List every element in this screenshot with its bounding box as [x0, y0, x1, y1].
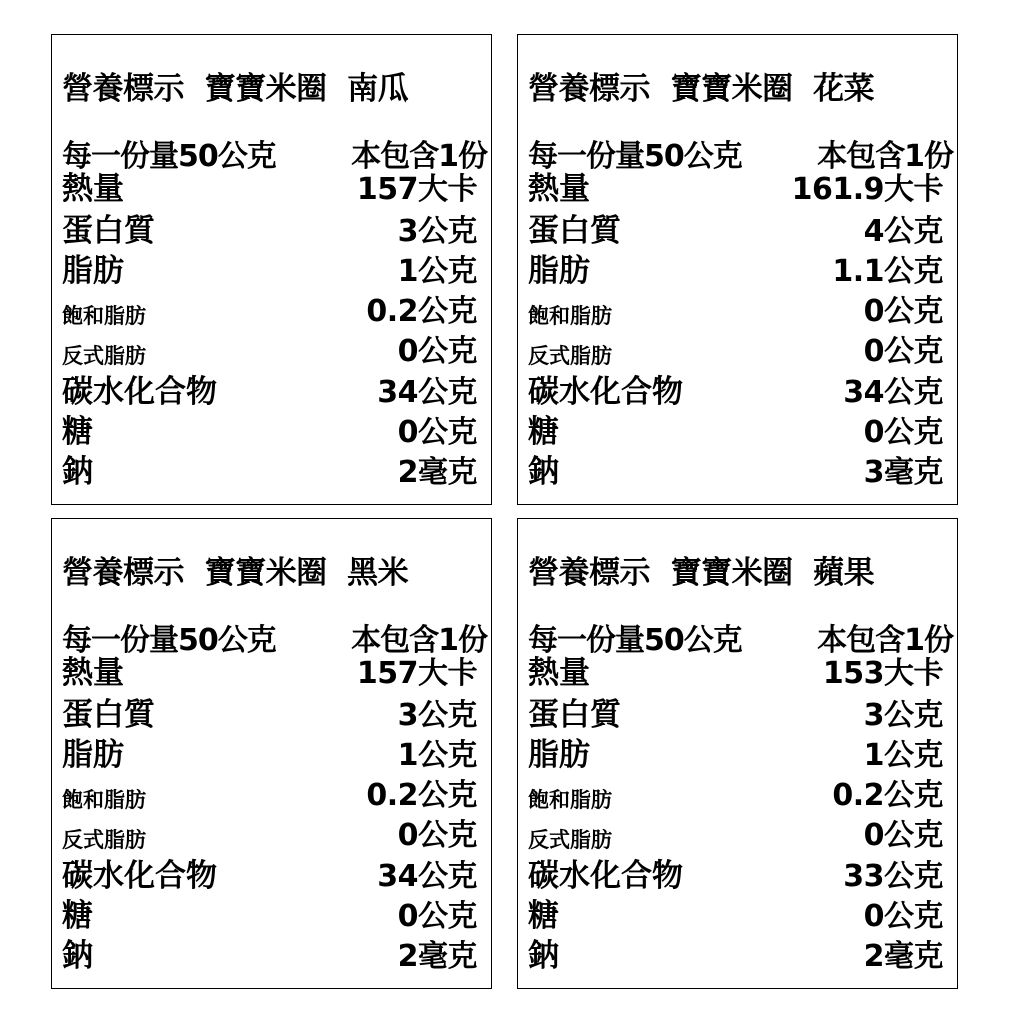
nutrient-value: 34公克 [843, 375, 943, 410]
nutrient-name: 反式脂肪 [528, 828, 612, 852]
nutrient-value: 0公克 [397, 818, 477, 853]
nutrient-value: 1公克 [397, 254, 477, 289]
nutrient-row-saturated-fat [62, 771, 477, 811]
nutrient-name: 鈉 [62, 938, 93, 974]
nutrient-row-calories [528, 649, 943, 689]
nutrient-name: 熱量 [62, 171, 124, 207]
label-title: 營養標示 寶寶米圈 南瓜 [62, 71, 409, 107]
nutrient-value: 0.2公克 [366, 778, 477, 813]
nutrient-row-calories [62, 165, 477, 205]
nutrient-row-carbohydrate [62, 368, 477, 408]
nutrient-row-protein [62, 691, 477, 731]
nutrient-row-sodium [528, 932, 943, 972]
nutrient-name: 碳水化合物 [528, 374, 683, 410]
nutrient-row-fat [62, 731, 477, 771]
nutrient-value: 0公克 [397, 334, 477, 369]
nutrient-name: 熱量 [528, 655, 590, 691]
nutrient-row-fat [62, 247, 477, 287]
serving-size: 每一份量50公克 [528, 139, 742, 174]
nutrient-row-protein [528, 691, 943, 731]
nutrient-value: 0公克 [863, 294, 943, 329]
nutrient-name: 蛋白質 [528, 697, 621, 733]
nutrient-value: 0公克 [397, 899, 477, 934]
nutrient-value: 0公克 [863, 415, 943, 450]
nutrient-value: 2毫克 [397, 455, 477, 490]
nutrient-row-fat [528, 731, 943, 771]
servings-per-pack: 本包含1份 [351, 139, 487, 174]
nutrient-value: 1公克 [863, 738, 943, 773]
nutrient-name: 飽和脂肪 [528, 788, 612, 812]
nutrient-value: 157大卡 [356, 172, 477, 207]
nutrient-name: 鈉 [62, 454, 93, 490]
nutrient-value: 34公克 [377, 375, 477, 410]
nutrient-name: 脂肪 [528, 253, 590, 289]
nutrient-name: 脂肪 [528, 737, 590, 773]
nutrient-row-trans-fat [62, 327, 477, 367]
serving-size: 每一份量50公克 [62, 623, 276, 658]
nutrient-name: 脂肪 [62, 253, 124, 289]
nutrient-row-fat [528, 247, 943, 287]
nutrient-name: 反式脂肪 [528, 344, 612, 368]
nutrition-label-apple [517, 518, 958, 989]
nutrient-name: 碳水化合物 [62, 374, 217, 410]
nutrient-name: 糖 [528, 414, 559, 450]
nutrient-value: 3公克 [397, 214, 477, 249]
nutrient-row-trans-fat [528, 811, 943, 851]
nutrient-value: 33公克 [843, 859, 943, 894]
nutrient-row-trans-fat [62, 811, 477, 851]
nutrient-name: 糖 [62, 414, 93, 450]
nutrient-name: 糖 [62, 898, 93, 934]
nutrient-row-calories [528, 165, 943, 205]
nutrient-value: 153大卡 [822, 656, 943, 691]
nutrient-row-sodium [62, 932, 477, 972]
nutrient-value: 2毫克 [863, 939, 943, 974]
serving-size: 每一份量50公克 [528, 623, 742, 658]
nutrient-value: 0公克 [863, 334, 943, 369]
nutrient-row-sugar [62, 408, 477, 448]
nutrient-row-sugar [62, 892, 477, 932]
nutrient-name: 飽和脂肪 [62, 788, 146, 812]
nutrient-row-protein [62, 207, 477, 247]
nutrient-row-trans-fat [528, 327, 943, 367]
nutrient-value: 0公克 [863, 818, 943, 853]
nutrient-row-sodium [62, 448, 477, 488]
nutrient-name: 熱量 [62, 655, 124, 691]
servings-per-pack: 本包含1份 [351, 623, 487, 658]
label-title: 營養標示 寶寶米圈 花菜 [528, 71, 875, 107]
nutrient-value: 4公克 [863, 214, 943, 249]
nutrient-name: 飽和脂肪 [62, 304, 146, 328]
nutrient-name: 碳水化合物 [62, 858, 217, 894]
nutrient-row-carbohydrate [528, 368, 943, 408]
nutrient-name: 反式脂肪 [62, 344, 146, 368]
nutrient-row-carbohydrate [528, 852, 943, 892]
nutrient-name: 碳水化合物 [528, 858, 683, 894]
nutrient-name: 鈉 [528, 938, 559, 974]
nutrient-name: 糖 [528, 898, 559, 934]
nutrient-row-saturated-fat [528, 771, 943, 811]
nutrient-row-calories [62, 649, 477, 689]
nutrient-value: 0公克 [397, 415, 477, 450]
nutrition-label-cauliflower [517, 34, 958, 505]
nutrient-name: 反式脂肪 [62, 828, 146, 852]
nutrient-value: 3公克 [397, 698, 477, 733]
nutrient-value: 34公克 [377, 859, 477, 894]
servings-per-pack: 本包含1份 [817, 139, 953, 174]
nutrient-row-carbohydrate [62, 852, 477, 892]
nutrient-row-sodium [528, 448, 943, 488]
nutrition-label-black-rice [51, 518, 492, 989]
nutrition-label-pumpkin [51, 34, 492, 505]
nutrient-name: 飽和脂肪 [528, 304, 612, 328]
nutrient-row-sugar [528, 892, 943, 932]
servings-per-pack: 本包含1份 [817, 623, 953, 658]
nutrient-value: 3毫克 [863, 455, 943, 490]
nutrient-value: 3公克 [863, 698, 943, 733]
nutrient-row-saturated-fat [528, 287, 943, 327]
nutrient-row-saturated-fat [62, 287, 477, 327]
nutrient-value: 161.9大卡 [791, 172, 943, 207]
nutrient-value: 157大卡 [356, 656, 477, 691]
nutrient-name: 蛋白質 [62, 213, 155, 249]
nutrient-name: 鈉 [528, 454, 559, 490]
nutrient-row-sugar [528, 408, 943, 448]
label-title: 營養標示 寶寶米圈 黑米 [62, 555, 409, 591]
nutrient-value: 0.2公克 [366, 294, 477, 329]
nutrient-name: 蛋白質 [528, 213, 621, 249]
nutrient-value: 2毫克 [397, 939, 477, 974]
nutrient-name: 熱量 [528, 171, 590, 207]
nutrient-value: 1.1公克 [832, 254, 943, 289]
label-title: 營養標示 寶寶米圈 蘋果 [528, 555, 875, 591]
nutrient-value: 0.2公克 [832, 778, 943, 813]
nutrient-name: 蛋白質 [62, 697, 155, 733]
nutrient-name: 脂肪 [62, 737, 124, 773]
nutrient-value: 1公克 [397, 738, 477, 773]
nutrient-value: 0公克 [863, 899, 943, 934]
serving-size: 每一份量50公克 [62, 139, 276, 174]
nutrient-row-protein [528, 207, 943, 247]
